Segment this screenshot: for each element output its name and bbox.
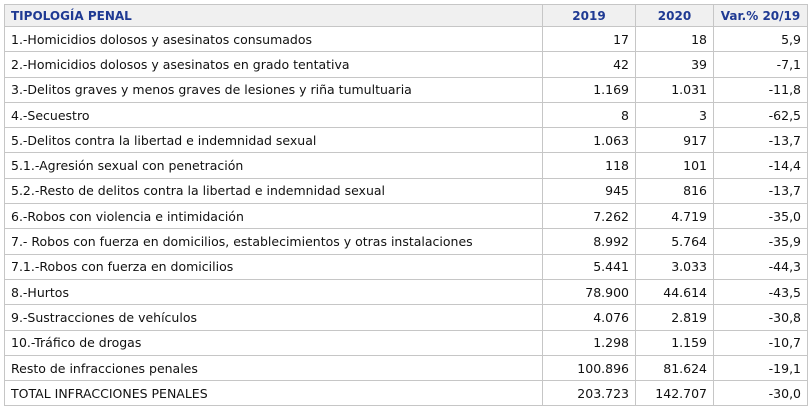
table-row: [5, 330, 808, 355]
row-value-2020: 1.031: [636, 77, 714, 102]
row-name: 8.-Hurtos: [5, 279, 543, 304]
row-value-2020: 5.764: [636, 229, 714, 254]
row-value-2019: 17: [543, 27, 636, 52]
crime-statistics-table-container: [4, 4, 808, 406]
row-value-2020: 39: [636, 52, 714, 77]
row-name: 3.-Delitos graves y menos graves de lesiones y riña tumultuaria: [5, 77, 543, 102]
row-name: 7.- Robos con fuerza en domicilios, establecimientos y otras instalaciones: [5, 229, 543, 254]
row-value-2019: 8: [543, 102, 636, 127]
table-row: [5, 128, 808, 153]
row-variation: -43,5: [714, 279, 808, 304]
row-name: 5.-Delitos contra la libertad e indemnidad sexual: [5, 128, 543, 153]
row-value-2019: 203.723: [543, 381, 636, 406]
row-value-2020: 142.707: [636, 381, 714, 406]
row-name: 9.-Sustracciones de vehículos: [5, 305, 543, 330]
row-value-2019: 78.900: [543, 279, 636, 304]
header-2019: 2019: [543, 5, 636, 27]
row-variation: -13,7: [714, 178, 808, 203]
row-value-2019: 1.298: [543, 330, 636, 355]
row-variation: -35,9: [714, 229, 808, 254]
table-row: [5, 178, 808, 203]
row-name: Resto de infracciones penales: [5, 355, 543, 380]
table-row: [5, 305, 808, 330]
row-name: 10.-Tráfico de drogas: [5, 330, 543, 355]
table-row: [5, 355, 808, 380]
row-value-2020: 18: [636, 27, 714, 52]
row-name: 5.2.-Resto de delitos contra la libertad e indemnidad sexual: [5, 178, 543, 203]
row-variation: -7,1: [714, 52, 808, 77]
row-variation: -35,0: [714, 204, 808, 229]
row-value-2020: 917: [636, 128, 714, 153]
row-value-2019: 8.992: [543, 229, 636, 254]
row-name: 6.-Robos con violencia e intimidación: [5, 204, 543, 229]
row-value-2020: 101: [636, 153, 714, 178]
row-value-2019: 945: [543, 178, 636, 203]
table-row: [5, 27, 808, 52]
row-name: 7.1.-Robos con fuerza en domicilios: [5, 254, 543, 279]
row-variation: -19,1: [714, 355, 808, 380]
row-value-2020: 2.819: [636, 305, 714, 330]
row-value-2020: 81.624: [636, 355, 714, 380]
row-variation: -13,7: [714, 128, 808, 153]
row-value-2019: 118: [543, 153, 636, 178]
row-variation: -44,3: [714, 254, 808, 279]
row-variation: -10,7: [714, 330, 808, 355]
row-name: 2.-Homicidios dolosos y asesinatos en grado tentativa: [5, 52, 543, 77]
row-variation: -14,4: [714, 153, 808, 178]
table-row: [5, 153, 808, 178]
row-variation: -11,8: [714, 77, 808, 102]
crime-statistics-table: [4, 4, 808, 406]
table-row: [5, 229, 808, 254]
row-variation: -62,5: [714, 102, 808, 127]
row-variation: 5,9: [714, 27, 808, 52]
row-value-2020: 4.719: [636, 204, 714, 229]
table-row-total: [5, 381, 808, 406]
table-row: [5, 204, 808, 229]
header-2020: 2020: [636, 5, 714, 27]
row-value-2019: 5.441: [543, 254, 636, 279]
row-name: TOTAL INFRACCIONES PENALES: [5, 381, 543, 406]
row-name: 5.1.-Agresión sexual con penetración: [5, 153, 543, 178]
row-value-2019: 100.896: [543, 355, 636, 380]
row-value-2019: 42: [543, 52, 636, 77]
table-row: [5, 254, 808, 279]
row-name: 4.-Secuestro: [5, 102, 543, 127]
header-tipologia-penal: TIPOLOGÍA PENAL: [5, 5, 543, 27]
header-variation: Var.% 20/19: [714, 5, 808, 27]
row-name: 1.-Homicidios dolosos y asesinatos consumados: [5, 27, 543, 52]
row-value-2020: 3.033: [636, 254, 714, 279]
table-row: [5, 77, 808, 102]
row-value-2019: 7.262: [543, 204, 636, 229]
table-row: [5, 279, 808, 304]
row-variation: -30,8: [714, 305, 808, 330]
table-header-row: [5, 5, 808, 27]
row-value-2020: 816: [636, 178, 714, 203]
row-value-2020: 44.614: [636, 279, 714, 304]
row-value-2020: 3: [636, 102, 714, 127]
table-row: [5, 102, 808, 127]
row-value-2020: 1.159: [636, 330, 714, 355]
row-value-2019: 1.169: [543, 77, 636, 102]
row-variation: -30,0: [714, 381, 808, 406]
row-value-2019: 1.063: [543, 128, 636, 153]
row-value-2019: 4.076: [543, 305, 636, 330]
table-row: [5, 52, 808, 77]
